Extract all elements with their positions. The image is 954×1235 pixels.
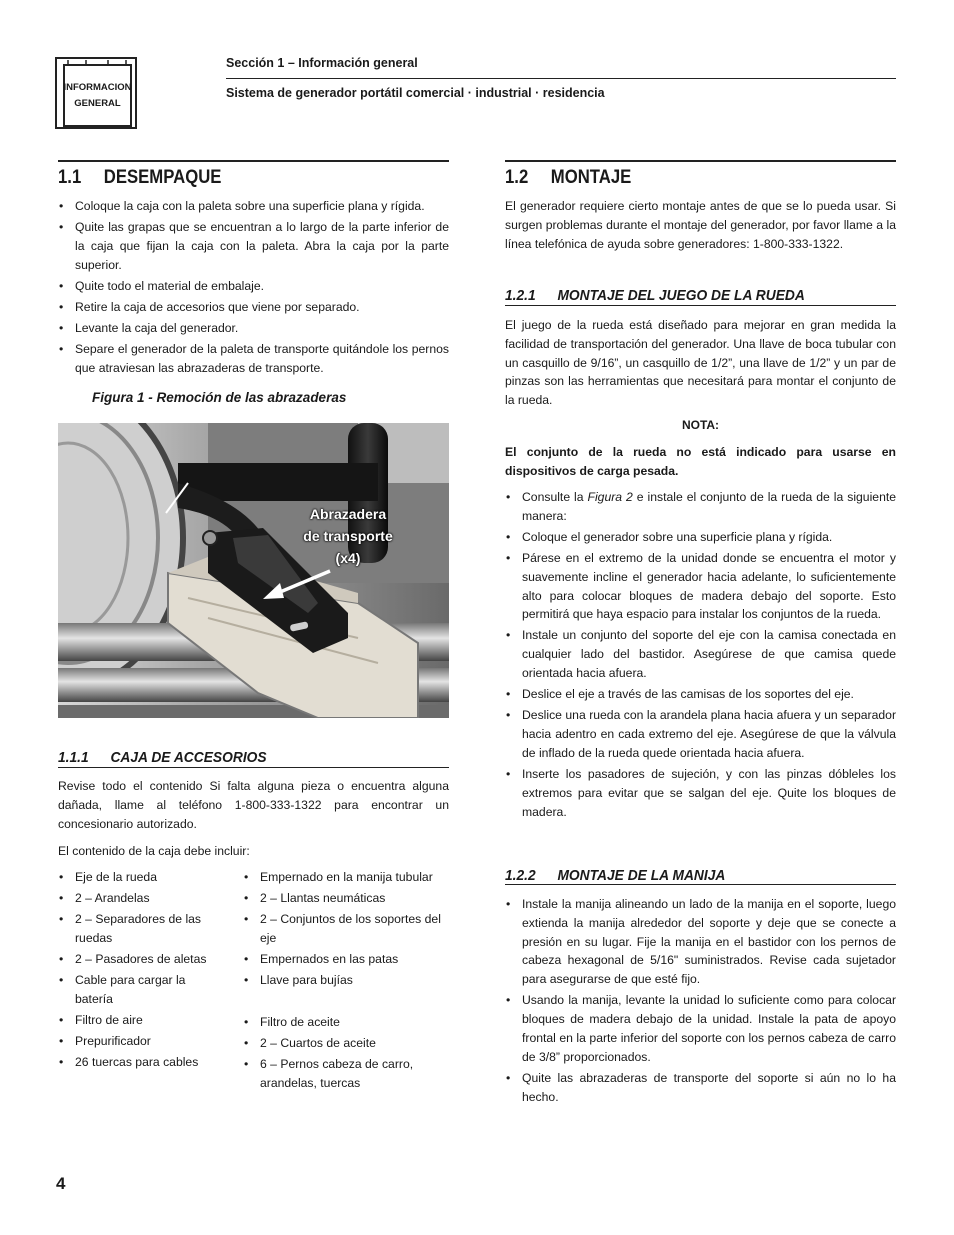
list-item: • 6 – Pernos cabeza de carro, arandelas, tuercas — [243, 1055, 440, 1093]
heading-1-2-1 — [505, 287, 805, 304]
list-item: • Prepurificador — [58, 1032, 233, 1051]
heading-title: MONTAJE DE LA MANIJA — [557, 867, 726, 884]
list-item: • Usando la manija, levante la unidad lo suficiente como para colocar bloques de madera debajo de la unidad. Instale la pata de apoyo frontal en la parte inferior del soporte con los pernos cabeza de carro de 3/8” proporcionados. — [505, 991, 896, 1066]
list-item: • 2 – Separadores de las ruedas — [58, 910, 205, 948]
accessories-paragraph: Revise todo el contenido Si falta alguna pieza o encuentra alguna dañada, llame al teléfono 1-800-333-1322 para encontrar un concesionario autorizado. — [58, 779, 449, 831]
list-item: • Coloque el generador sobre una superficie plana y rígida. — [505, 528, 896, 547]
logo-line-1: INFORMACION — [63, 81, 132, 93]
list-item: • Filtro de aire — [58, 1011, 233, 1030]
heading-number: 1.2 — [505, 167, 529, 188]
heading-rule — [505, 884, 896, 885]
list-item: • 2 – Llantas neumáticas — [243, 889, 449, 908]
section-header-title: Sección 1 – Información general — [226, 56, 418, 70]
list-item — [505, 488, 896, 526]
heading-1-2 — [505, 167, 631, 189]
heading-1-1 — [58, 167, 221, 189]
heading-number: 1.2.2 — [505, 867, 536, 884]
list-item: • Deslice el eje a través de las camisas de los soportes del eje. — [505, 685, 896, 704]
handle-steps-list — [505, 895, 896, 1109]
section-logo — [63, 64, 132, 127]
heading-1-1-1 — [58, 749, 267, 766]
list-item: • 2 – Cuartos de aceite — [243, 1034, 449, 1053]
heading-title: DESEMPAQUE — [103, 167, 222, 188]
list-item: • Eje de la rueda — [58, 868, 233, 887]
logo-line-2: GENERAL — [74, 97, 121, 109]
figure-reference: Figura 2 — [587, 490, 633, 504]
list-item: • Separe el generador de la paleta de transporte quitándole los pernos que atraviesan las abrazaderas de transporte. — [58, 340, 449, 378]
unpack-steps-list — [58, 197, 449, 380]
list-item: • 26 tuercas para cables — [58, 1053, 233, 1072]
list-item: • Quite todo el material de embalaje. — [58, 277, 449, 296]
accessories-intro: El contenido de la caja debe incluir: — [58, 844, 250, 858]
heading-rule — [58, 767, 449, 768]
assembly-paragraph: El generador requiere cierto montaje antes de que se lo pueda usar. Si surgen problemas durante el montaje del generador, por favor llame a la línea telefónica de ayuda sobre generadores: 1-800-333-1322. — [505, 199, 896, 251]
list-item: • Párese en el extremo de la unidad donde se encuentra el motor y suavemente incline el generador hacia adelante, lo suficientemente alto para colocar bloques de madera debajo del soporte. Esto permitirá que haya espacio para instalar los conjuntos de la rueda. — [505, 549, 896, 624]
list-item: • Quite las grapas que se encuentran a lo largo de la parte inferior de la caja que fijan la caja con la paleta. Abra la caja por la parte superior. — [58, 218, 449, 274]
page-number: 4 — [56, 1174, 66, 1193]
list-item-text: Consulte la — [522, 490, 588, 504]
figure-1-photo — [58, 423, 449, 718]
accessories-list-col-1 — [58, 868, 233, 1074]
list-item: • Retire la caja de accesorios que viene por separado. — [58, 298, 449, 317]
list-item: • 2 – Arandelas — [58, 889, 233, 908]
section-header-subtitle: Sistema de generador portátil comercial · industrial · residencia — [226, 86, 605, 100]
list-item: • Instale la manija alineando un lado de la manija en el soporte, luego extienda la manija alrededor del soporte y deje que se conecte a presión en su lugar. Fije la manija en el bastidor con los pernos de cabeza hexagonal de 5/16" suministrados. Revise cada sujetador para asegurarse de que esté fijo. — [505, 895, 896, 989]
heading-number: 1.1 — [58, 167, 82, 188]
list-item: • Levante la caja del generador. — [58, 319, 449, 338]
header-divider — [226, 78, 896, 79]
list-item: • Instale un conjunto del soporte del eje con la camisa conectada en cualquier lado del bastidor. Asegúrese de que camisa quede orientada hacia afuera. — [505, 626, 896, 682]
list-item: • Filtro de aceite — [243, 1013, 449, 1032]
list-item: • Empernados en las patas — [243, 950, 449, 969]
callout-line-2: de transporte — [303, 528, 393, 544]
list-item: • Llave para bujías — [243, 971, 449, 990]
heading-1-2-2 — [505, 867, 725, 884]
figure-caption: Figura 1 - Remoción de las abrazaderas — [92, 390, 347, 405]
list-item: • Cable para cargar la batería — [58, 971, 190, 1009]
heading-rule — [505, 160, 896, 162]
list-item: • Empernado en la manija tubular — [243, 868, 449, 887]
heading-title: MONTAJE DEL JUEGO DE LA RUEDA — [557, 287, 805, 304]
heading-rule — [58, 160, 449, 162]
heading-number: 1.2.1 — [505, 287, 536, 304]
list-item: • 2 – Conjuntos de los soportes del eje — [243, 910, 445, 948]
list-item: • Inserte los pasadores de sujeción, y con las pinzas dóbleles los extremos para evitar que se salgan del eje. Quite los bloques de madera. — [505, 765, 896, 821]
heading-rule — [505, 305, 896, 306]
heading-title: CAJA DE ACCESORIOS — [110, 749, 267, 766]
list-item: • Quite las abrazaderas de transporte del soporte si aún no lo ha hecho. — [505, 1069, 896, 1107]
list-item: • Deslice una rueda con la arandela plana hacia afuera y un separador hacia adentro en cada extremo del eje. Asegúrese de que la válvula de inflado de la rueda quede orientada hacia afuera. — [505, 706, 896, 762]
heading-number: 1.1.1 — [58, 749, 89, 766]
callout-line-1: Abrazadera — [309, 506, 387, 522]
note-body: El conjunto de la rueda no está indicado para usarse en dispositivos de carga pesada. — [505, 445, 896, 478]
callout-line-3: (x4) — [335, 550, 361, 566]
callout-label — [283, 503, 413, 569]
list-item: • Coloque la caja con la paleta sobre una superficie plana y rígida. — [58, 197, 449, 216]
wheel-kit-paragraph: El juego de la rueda está diseñado para mejorar en gran medida la facilidad de transportación del generador. Una llave de boca tubular con un casquillo de 9/16”, un casquillo de 1/2”, una llave de 1/2” y un par de pinzas son las herramientas que necesitará para montar el conjunto de la rueda. — [505, 318, 896, 408]
list-item-text: e instale el conjunto de la rueda de la siguiente manera: — [522, 490, 897, 523]
note-title: NOTA: — [681, 418, 720, 432]
heading-title: MONTAJE — [550, 167, 632, 188]
bracket-photo-illustration — [58, 423, 449, 718]
list-item: • 2 – Pasadores de aletas — [58, 950, 233, 969]
wheel-kit-steps-list — [505, 488, 896, 824]
accessories-list-col-2 — [243, 868, 449, 1095]
